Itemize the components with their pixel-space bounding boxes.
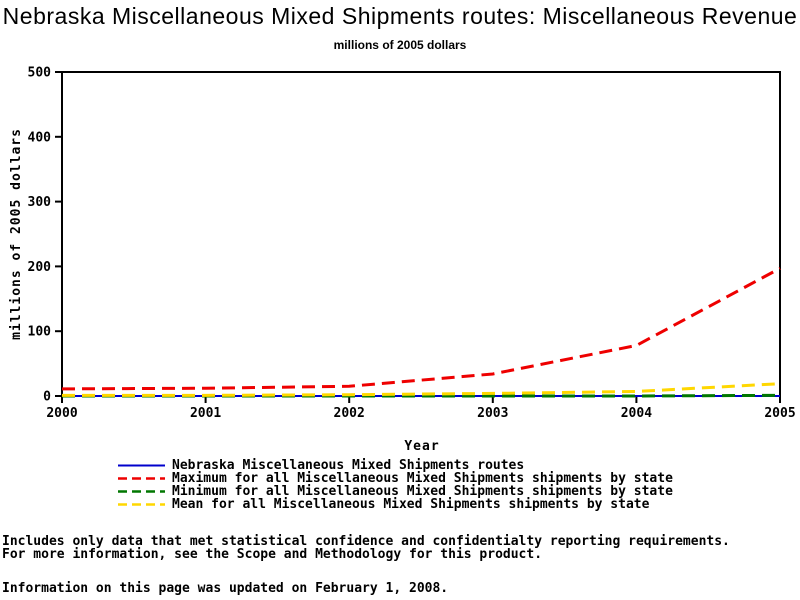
updated-date-note: Information on this page was updated on February 1, 2008. xyxy=(2,581,449,596)
chart-subtitle: millions of 2005 dollars xyxy=(333,38,467,52)
plot-frame xyxy=(62,72,780,396)
y-tick-label: 200 xyxy=(27,259,51,275)
x-tick-label: 2005 xyxy=(764,406,796,421)
legend-label: Maximum for all Miscellaneous Mixed Shipments shipments by state xyxy=(172,471,673,486)
x-axis-title: Year xyxy=(404,439,440,454)
y-tick-label: 300 xyxy=(27,195,51,211)
legend-label: Minimum for all Miscellaneous Mixed Shipments shipments by state xyxy=(172,484,673,499)
y-tick-label: 400 xyxy=(27,130,51,146)
footnote-line-1: Includes only data that met statistical confidence and confidentialty reporting requirements. xyxy=(2,534,730,549)
legend-line-sample xyxy=(118,498,165,511)
legend-line-sample xyxy=(118,459,165,472)
legend-line-sample xyxy=(118,485,165,498)
x-tick-label: 2004 xyxy=(620,406,653,421)
legend-label: Mean for all Miscellaneous Mixed Shipments shipments by state xyxy=(172,497,650,512)
x-tick-label: 2000 xyxy=(46,406,78,421)
x-tick-label: 2001 xyxy=(189,406,222,421)
y-axis-title: millions of 2005 dollars xyxy=(9,128,24,340)
legend-item-3 xyxy=(118,498,673,511)
chart-title: Nebraska Miscellaneous Mixed Shipments routes: Miscellaneous Revenue xyxy=(2,3,798,29)
y-tick-label: 500 xyxy=(27,65,51,81)
y-tick-label: 0 xyxy=(43,389,51,405)
y-tick-label: 100 xyxy=(27,324,51,340)
legend-label: Nebraska Miscellaneous Mixed Shipments routes xyxy=(172,458,525,473)
series-line-1 xyxy=(62,268,780,389)
x-tick-label: 2002 xyxy=(333,406,365,421)
x-tick-label: 2003 xyxy=(477,406,509,421)
legend xyxy=(118,459,673,511)
legend-line-sample xyxy=(118,472,165,485)
footnote-line-2: For more information, see the Scope and Methodology for this product. xyxy=(2,547,543,562)
